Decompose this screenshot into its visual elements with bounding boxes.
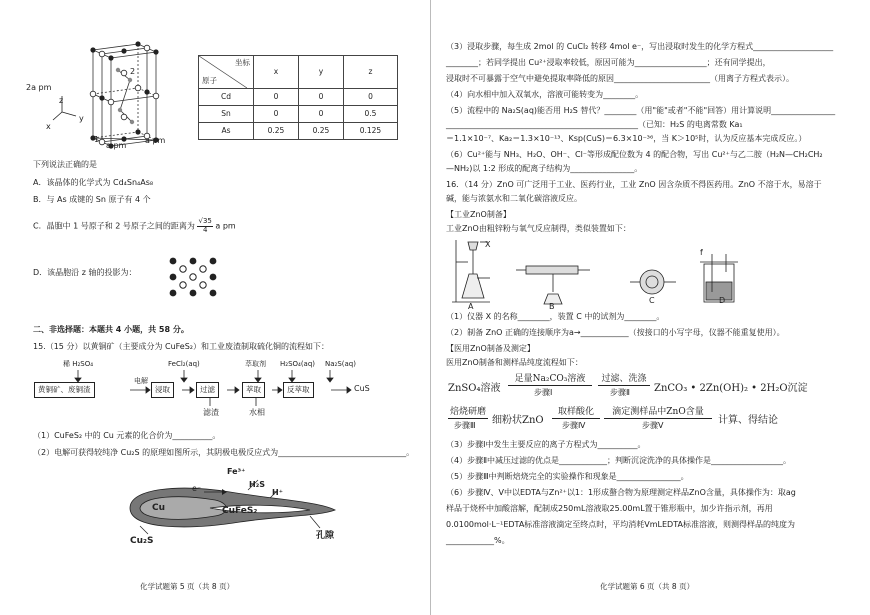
flow2-step2-op: 过滤、洗涤 [598,373,650,386]
question-15-title: 15.（15 分）以黄铜矿（主要成分为 CuFeS₂）和工业废渣制取硫化铜的流程如下： [33,342,330,351]
apparatus-f-label: f [700,248,703,257]
flow2-step3-op: 焙烧研磨 [448,406,488,419]
question-16-5: （5）步骤Ⅲ中判断焙烧完全的实验操作和现象是________________。 [446,472,689,481]
table-cell: 0 [254,89,299,106]
flow-box-back-extract: 反萃取 [283,382,314,398]
question-15-5-line2: ________________________________________________（已知：H₂S 的电离常数 Ka₁ [446,120,743,129]
table-row [199,123,398,140]
question-16-line2: 碱，能与浓氨水和二氧化碳溶液反应。 [446,194,582,203]
axis-y-label: y [79,114,84,123]
crystal-depth-label: a pm [145,136,166,145]
flow-product: CuS [354,384,370,393]
flow2-step5-label: 步骤Ⅴ [642,421,664,430]
atom-2-label: 2 [130,67,136,76]
table-cell: 0.25 [298,123,343,140]
atom-1-label: 1 [94,135,100,144]
question-16-1: （1）仪器 X 的名称________，装置 C 中的试剂为________。 [446,312,665,321]
electrolysis-cu-label: Cu [152,503,166,513]
flow-electrolysis-label: 电解 [134,377,148,385]
table-corner-cell [199,56,254,89]
pore-label: 孔隙 [316,531,335,541]
question-16-6-line3: 0.0100mol·L⁻¹EDTA标准溶液滴定至终点时，平均消耗VmLEDTA标准溶液，则测得样品的纯度为 [446,520,795,529]
question-prompt: 下列说法正确的是 [33,160,97,169]
table-cell: Cd [199,89,254,106]
table-cell: 0 [343,89,397,106]
flow2-fine-zno: 细粉状ZnO [492,415,544,426]
table-cell: 0 [254,106,299,123]
flow-aqueous: 水相 [249,408,265,417]
page-footer-right: 化学试题第 6 页（共 8 页） [600,582,695,591]
question-15-2: （2）电解可获得较纯净 Cu₂S 的原理如图所示，其阴极电极反应式为________________________________。 [33,448,415,457]
crystal-height-label: 2a pm [26,83,52,92]
apparatus-b-label: B [549,302,555,311]
axis-x-label: x [46,122,51,131]
flow-reagent: 萃取剂 [245,360,266,368]
flow2-step5-op: 滴定测样品中ZnO含量 [604,406,712,419]
section-title: 二、非选择题：本题共 4 小题，共 58 分。 [33,325,189,334]
flow2-step1-label: 步骤Ⅰ [534,388,553,397]
question-16-2: （2）制备 ZnO 正确的连接顺序为a→____________（按接口的小写字母，仪器不能重复使用）。 [446,328,785,337]
fraction-denominator: 4 [202,225,208,234]
apparatus-c-label: C [649,296,655,305]
axis-z-label: z [59,96,64,105]
question-15-4: （4）向水相中加入双氧水，溶液可能转变为________。 [446,90,644,99]
subsection-industrial-text: 工业ZnO由粗锌粉与氧气反应制得，类似装置如下： [446,224,631,233]
subsection-medical-text: 医用ZnO制备和测样品纯度流程如下： [446,358,583,367]
subsection-industrial: 【工业ZnO制备】 [446,210,511,219]
subsection-medical: 【医用ZnO制备及测定】 [446,344,535,353]
question-15-3-line2: ________；若同学提出 Cu²⁺浸取率较低，原因可能为__________________；还有同学提出， [446,58,771,67]
flow-box-raw-material: 黄铜矿、废铜渣 [34,382,95,398]
apparatus-x-label: X [485,240,491,249]
electrolysis-cufes2-label: CuFeS₂ [222,506,258,516]
table-row [199,89,398,106]
flow-box-filter: 过滤 [196,382,219,398]
flow2-step2-label: 步骤Ⅱ [610,388,630,397]
flow-reagent: H₂SO₄(aq) [280,360,316,368]
table-cell: 0 [298,89,343,106]
table-col-header: z [343,56,397,89]
flow2-step4-op: 取样酸化 [552,406,600,419]
question-15-5-line1: （5）流程中的 Na₂S(aq)能否用 H₂S 替代？________（用"能"或者"不能"回答）用计算说明________________ [446,106,836,115]
question-15-3-line1: （3）浸取步骤，每生成 2mol 的 CuCl₂ 转移 4mol e⁻，写出浸取时发生的化学方程式____________________ [446,42,834,51]
flow2-end: 计算、得结论 [718,415,778,426]
crystal-width-label: a pm [106,141,127,150]
table-header-atom: 原子 [202,75,217,85]
fe3-ion-label: Fe³⁺ [227,467,246,476]
table-cell: 0 [298,106,343,123]
option-c-unit: a pm [215,221,236,231]
apparatus-a-label: A [468,302,474,311]
h-ion-label: H⁺ [272,488,283,497]
atom-coordinate-table [198,55,398,140]
table-cell: Sn [199,106,254,123]
table-cell: 0.5 [343,106,397,123]
h2s-label: H₂S [249,480,265,489]
flow2-precipitate: ZnCO₃ • 2Zn(OH)₂ • 2H₂O沉淀 [654,383,808,394]
flow-reagent: Na₂S(aq) [325,360,356,368]
table-row [199,106,398,123]
flow2-step3-label: 步骤Ⅲ [454,421,476,430]
question-15-5-line3: ＝1.1×10⁻⁷、Ka₂＝1.3×10⁻¹³、Ksp(CuS)＝6.3×10⁻³⁶，当 K＞10⁵时，认为反应基本完成反应。） [446,134,807,143]
flow2-step1-reagent: 足量Na₂CO₃溶液 [508,373,592,386]
flow-box-leach: 浸取 [151,382,174,398]
question-16-6-line1: （6）步骤Ⅳ、Ⅴ中以EDTA与Zn²⁺以1：1形成螯合物为原理测定样品ZnO含量，具体操作为：取ag [446,488,796,497]
question-15-6-line1: （6）Cu²⁺能与 NH₃、H₂O、OH⁻、Cl⁻等形成配位数为 4 的配合物，写出 Cu²⁺与乙二胺（H₂N—CH₂CH₂ [446,150,823,159]
left-page [0,0,431,615]
table-cell: 0.125 [343,123,397,140]
flow2-start: ZnSO₄溶液 [448,383,501,394]
option-c [33,218,236,234]
table-header-coord: 坐标 [235,58,250,67]
question-15-1: （1）CuFeS₂ 中的 Cu 元素的化合价为__________。 [33,431,221,440]
question-16-6-line2: 样品于烧杯中加酸溶解，配制成250mL溶液取25.00mL置于锥形瓶中，加少许指示剂，再用 [446,504,773,513]
question-15-3-line3: 浸取时不可暴露于空气中避免提取率降低的原因________________________（用离子方程式表示）。 [446,74,794,83]
table-cell: 0.25 [254,123,299,140]
page-footer-left: 化学试题第 5 页（共 8 页） [140,582,235,591]
option-b: B．与 As 成键的 Sn 原子有 4 个 [33,195,151,204]
question-15-6-line2: —NH₂)以 1:2 形成的配离子结构为________________。 [446,164,643,173]
table-col-header: y [298,56,343,89]
table-cell: As [199,123,254,140]
question-16-6-line4: ____________%。 [446,536,510,545]
option-c-text: C．晶胞中 1 号原子和 2 号原子之间的距离为 [33,221,195,231]
fraction-numerator: √35 [198,217,212,225]
apparatus-d-label: D [719,296,726,305]
right-page [430,0,870,615]
question-16-line1: 16．（14 分）ZnO 可广泛用于工业、医药行业，工业 ZnO 因含杂质不得医药用。ZnO 不溶于水，易溶于 [446,180,822,189]
table-col-header: x [254,56,299,89]
option-a: A．该晶体的化学式为 Cd₄Sn₄As₈ [33,178,154,187]
flow2-step4-label: 步骤Ⅳ [562,421,586,430]
electron-label: e⁻ [192,484,202,493]
flow-reagent: FeCl₂(aq) [168,360,200,368]
question-16-4: （4）步骤Ⅱ中减压过滤的优点是____________；判断沉淀洗净的具体操作是__________________。 [446,456,792,465]
flow-box-extract: 萃取 [242,382,265,398]
cu2s-label: Cu₂S [130,536,154,546]
flow-residue: 滤渣 [203,408,219,417]
option-d: D．该晶胞沿 z 轴的投影为： [33,268,137,277]
apparatus-diagram [450,232,750,310]
distance-fraction [197,218,212,234]
question-16-3: （3）步骤Ⅰ中发生主要反应的离子方程式为__________。 [446,440,646,449]
projection-diagram [168,256,218,298]
flow-reagent: 稀 H₂SO₄ [63,360,94,368]
